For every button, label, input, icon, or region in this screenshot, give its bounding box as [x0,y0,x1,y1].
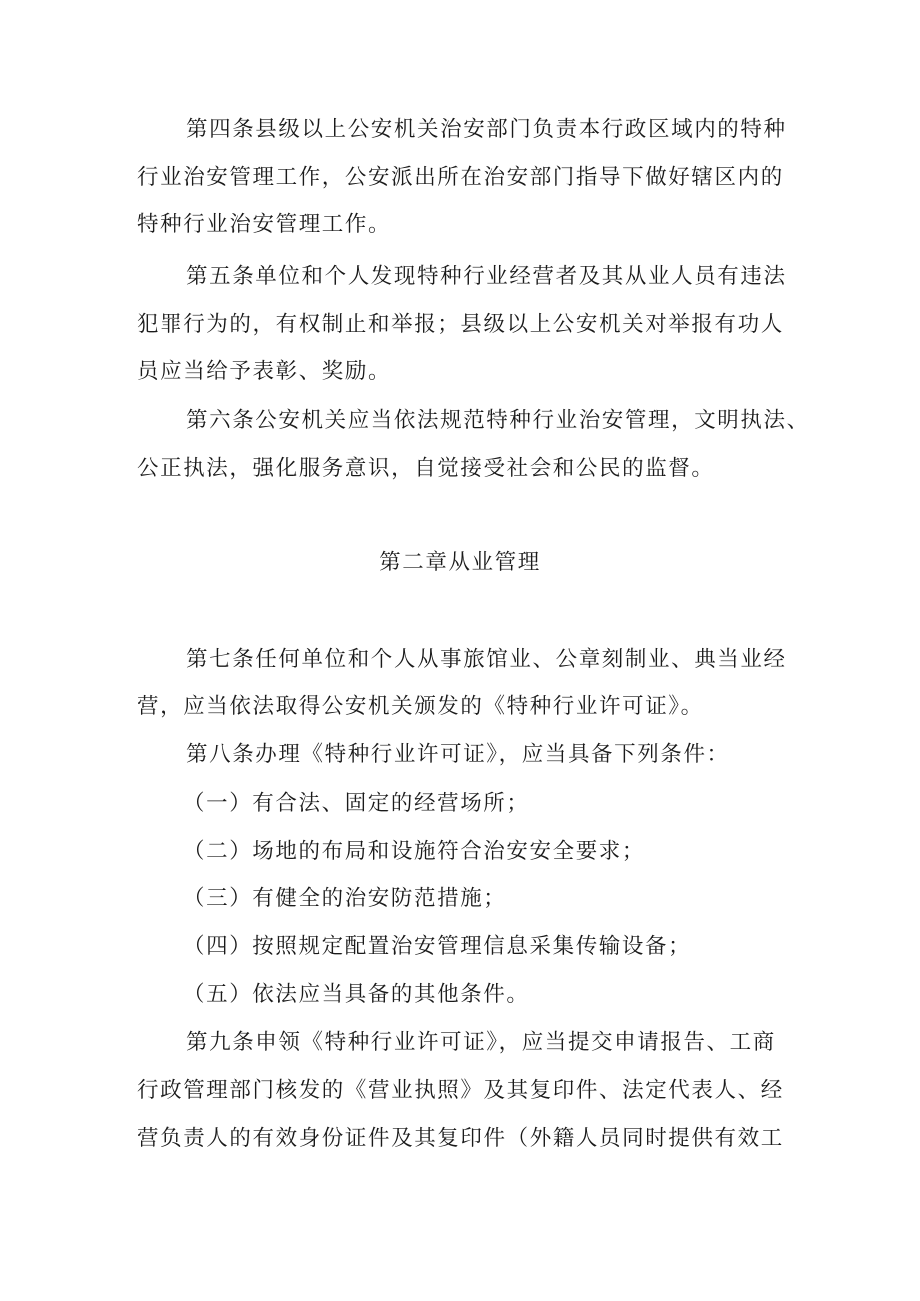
chapter-title: 第二章从业管理 [379,550,541,575]
article-4-line-2: 行业治安管理工作，公安派出所在治安部门指导下做好辖区内的 [137,165,784,190]
condition-item-2: （二）场地的布局和设施符合治安安全要求； [183,839,646,864]
article-7-line-1: 第七条任何单位和个人从事旅馆业、公章刻制业、典当业经 [186,647,787,672]
condition-item-3: （三）有健全的治安防范措施； [183,886,507,911]
article-9-line-1: 第九条申领《特种行业许可证》，应当提交申请报告、工商 [186,1030,776,1055]
article-5-line-3: 员应当给予表彰、奖励。 [137,359,392,384]
condition-item-1: （一）有合法、固定的经营场所； [183,791,530,816]
condition-item-4: （四）按照规定配置治安管理信息采集传输设备； [183,934,692,959]
article-9-line-2: 行政管理部门核发的《营业执照》及其复印件、法定代表人、经 [137,1078,784,1103]
article-4-line-1: 第四条县级以上公安机关治安部门负责本行政区域内的特种 [186,117,787,142]
article-6-line-1: 第六条公安机关应当依法规范特种行业治安管理，文明执法、 [186,408,810,433]
article-4-line-3: 特种行业治安管理工作。 [137,212,392,237]
article-6-line-2: 公正执法，强化服务意识，自觉接受社会和公民的监督。 [137,456,715,481]
article-7-line-2: 营，应当依法取得公安机关颁发的《特种行业许可证》。 [137,694,704,719]
article-5-line-2: 犯罪行为的，有权制止和举报；县级以上公安机关对举报有功人 [137,312,784,337]
article-5-line-1: 第五条单位和个人发现特种行业经营者及其从业人员有违法 [186,264,787,289]
article-8-line-1: 第八条办理《特种行业许可证》，应当具备下列条件： [186,742,730,767]
article-9-line-3: 营负责人的有效身份证件及其复印件（外籍人员同时提供有效工 [137,1126,784,1151]
condition-item-5: （五）依法应当具备的其他条件。 [183,982,530,1007]
